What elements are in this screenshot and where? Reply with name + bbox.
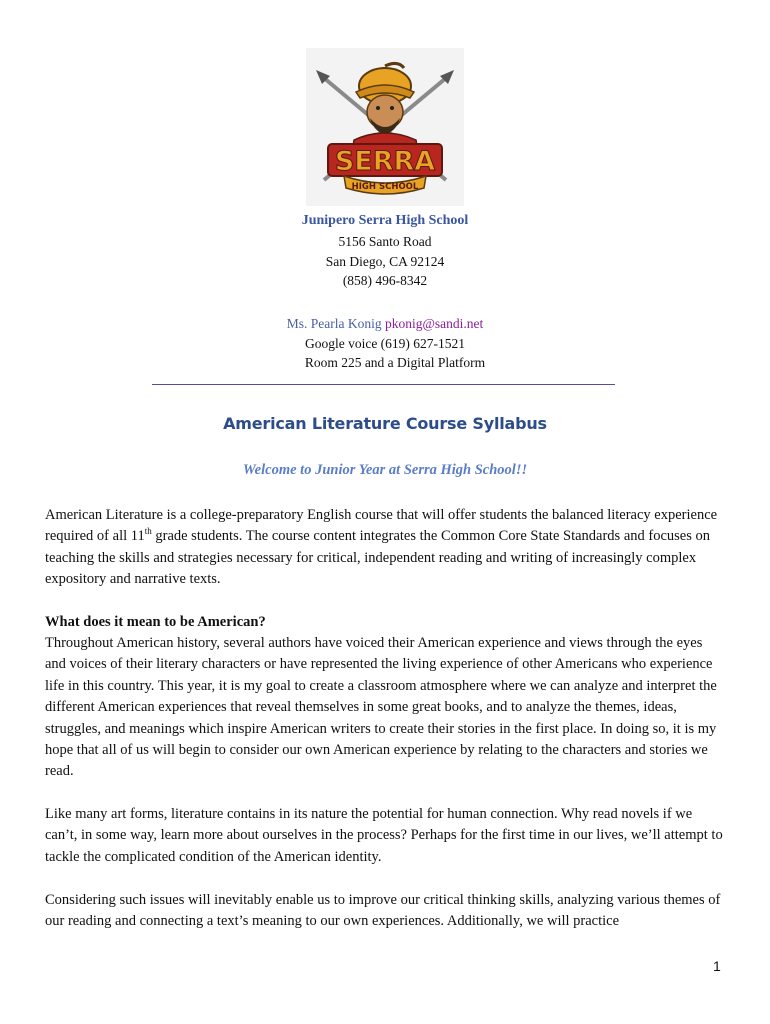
header-divider bbox=[152, 384, 615, 385]
intro-text-end: grade students. The course content integrates the Common Core State Standards and focuses on teaching the skills and strategies necessary for critical, independent reading and writing of increasingly complex expository and narrative texts. bbox=[45, 528, 710, 588]
address-street: 5156 Santo Road bbox=[338, 234, 432, 249]
course-title: American Literature Course Syllabus bbox=[223, 414, 547, 433]
school-name: Junipero Serra High School bbox=[301, 213, 469, 228]
welcome-message: Welcome to Junior Year at Serra High School!! bbox=[242, 462, 528, 478]
intro-paragraph bbox=[45, 505, 725, 591]
serra-logo bbox=[306, 48, 464, 206]
teacher-contact bbox=[0, 314, 770, 334]
intro-superscript: th bbox=[144, 526, 152, 537]
google-voice-number: Google voice (619) 627-1521 bbox=[304, 336, 466, 351]
intro-text-start: American Literature is a college-preparatory English course that will offer students the balanced literacy experience required of all 11 bbox=[45, 507, 718, 545]
teacher-name: Ms. Pearla Konig bbox=[286, 316, 382, 331]
school-phone: (858) 496-8342 bbox=[342, 273, 428, 288]
section-heading: What does it mean to be American? bbox=[45, 614, 266, 630]
logo-main-text: SERRA bbox=[334, 146, 436, 177]
logo-sub-text: HIGH SCHOOL bbox=[351, 182, 419, 192]
address-city: San Diego, CA 92124 bbox=[325, 254, 445, 269]
paragraph-human-connection: Like many art forms, literature contains in its nature the potential for human connection. Why read novels if we can’t, in some way, learn more about ourselves in the process? Perhaps for the first time in our lives, we’ll attempt to tackle the complicated condition of the American identity. bbox=[45, 806, 723, 865]
serra-mascot-logo bbox=[306, 48, 464, 206]
paragraph-critical-thinking: Considering such issues will inevitably enable us to improve our critical thinking skills, analyzing various themes of our reading and connecting a text’s meaning to our own experiences. Additionally, we will practice bbox=[45, 892, 721, 930]
page-number: 1 bbox=[713, 958, 721, 974]
room-info: Room 225 and a Digital Platform bbox=[304, 355, 486, 370]
teacher-email-link[interactable]: pkonig@sandi.net bbox=[384, 316, 484, 331]
paragraph-american-history: Throughout American history, several authors have voiced their American experience and views through the eyes and voices of their literary characters or have represented the living experience of other Americans who experience life in this country. This year, it is my goal to create a classroom atmosphere where we can analyze and interpret the different American experiences that reveal themselves in some great books, and to analyze the themes, ideas, struggles, and meanings which inspire American writers to create their stories in the first place. In doing so, it is my hope that all of us will begin to consider our own American experience by relating to the characters and stories we read. bbox=[45, 635, 717, 780]
